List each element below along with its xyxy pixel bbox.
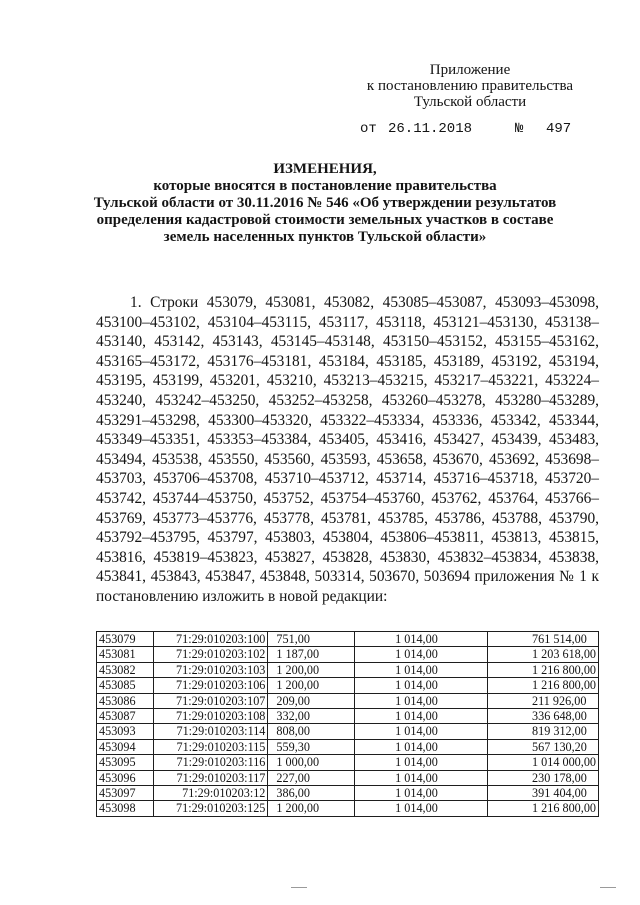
specific-value-cell: 1 014,00 (355, 786, 488, 801)
cadastral-number-cell: 71:29:010203:116 (154, 755, 268, 770)
title-line: определения кадастровой стоимости земельных участков в составе (96, 212, 554, 228)
specific-value-cell: 1 014,00 (355, 678, 488, 693)
table-row (97, 632, 599, 647)
title-heading: ИЗМЕНЕНИЯ, (273, 161, 377, 177)
cadastral-table (96, 631, 599, 817)
table-row (97, 801, 599, 816)
cadastral-value-cell: 336 648,00 (488, 709, 599, 724)
row-code-cell: 453087 (97, 709, 154, 724)
area-cell: 1 000,00 (268, 755, 355, 770)
annex-region: Тульской области (413, 94, 527, 110)
cadastral-value-cell: 1 216 800,00 (488, 678, 599, 693)
title-line: Тульской области от 30.11.2016 № 546 «Об утверждении результатов (93, 195, 557, 211)
cadastral-value-cell: 230 178,00 (488, 770, 599, 785)
area-cell: 751,00 (268, 632, 355, 647)
area-cell: 227,00 (268, 770, 355, 785)
area-cell: 332,00 (268, 709, 355, 724)
title-line: которые вносятся в постановление правительства (153, 178, 497, 194)
decree-date: 26.11.2018 (388, 121, 473, 137)
area-cell: 1 200,00 (268, 678, 355, 693)
cadastral-number-cell: 71:29:010203:114 (154, 724, 268, 739)
specific-value-cell: 1 014,00 (355, 770, 488, 785)
cadastral-number-cell: 71:29:010203:106 (154, 678, 268, 693)
row-code-cell: 453081 (97, 647, 154, 662)
table-row (97, 678, 599, 693)
area-cell: 1 187,00 (268, 647, 355, 662)
annex-reference: к постановлению правительства (366, 78, 574, 94)
cadastral-value-cell: 1 203 618,00 (488, 647, 599, 662)
cadastral-number-cell: 71:29:010203:115 (154, 739, 268, 754)
document-title (60, 161, 590, 246)
specific-value-cell: 1 014,00 (355, 739, 488, 754)
page-footer-mark (600, 887, 616, 888)
row-code-cell: 453095 (97, 755, 154, 770)
row-code-cell: 453097 (97, 786, 154, 801)
cadastral-number-cell: 71:29:010203:108 (154, 709, 268, 724)
table-row (97, 770, 599, 785)
specific-value-cell: 1 014,00 (355, 662, 488, 677)
row-code-cell: 453086 (97, 693, 154, 708)
decree-from-label: от (360, 121, 377, 137)
table-row (97, 724, 599, 739)
table-row (97, 786, 599, 801)
cadastral-value-cell: 1 216 800,00 (488, 801, 599, 816)
area-cell: 1 200,00 (268, 801, 355, 816)
area-cell: 808,00 (268, 724, 355, 739)
specific-value-cell: 1 014,00 (355, 755, 488, 770)
specific-value-cell: 1 014,00 (355, 801, 488, 816)
cadastral-value-cell: 211 926,00 (488, 693, 599, 708)
cadastral-number-cell: 71:29:010203:100 (154, 632, 268, 647)
row-code-cell: 453085 (97, 678, 154, 693)
area-cell: 209,00 (268, 693, 355, 708)
table-body (97, 632, 599, 817)
specific-value-cell: 1 014,00 (355, 724, 488, 739)
title-line: земель населенных пунктов Тульской области» (163, 229, 487, 245)
annex-label: Приложение (429, 62, 511, 78)
table-row (97, 693, 599, 708)
cadastral-value-cell: 819 312,00 (488, 724, 599, 739)
cadastral-number-cell: 71:29:010203:117 (154, 770, 268, 785)
area-cell: 1 200,00 (268, 662, 355, 677)
cadastral-number-cell: 71:29:010203:102 (154, 647, 268, 662)
specific-value-cell: 1 014,00 (355, 647, 488, 662)
row-code-cell: 453096 (97, 770, 154, 785)
cadastral-value-cell: 1 216 800,00 (488, 662, 599, 677)
cadastral-value-cell: 391 404,00 (488, 786, 599, 801)
table-row (97, 647, 599, 662)
cadastral-number-cell: 71:29:010203:12 (154, 786, 268, 801)
row-code-cell: 453094 (97, 739, 154, 754)
row-code-cell: 453093 (97, 724, 154, 739)
table-row (97, 709, 599, 724)
body-paragraph: 1. Строки 453079, 453081, 453082, 453085–453087, 453093–453098, 453100–453102, 453104–453115, 453117, 453118, 453121–453130, 453138–453140, 453142, 453143, 453145–453148, 453150–453152, 453155–453162, 453165–453172, 453176–453181, 453184, 453185, 453189, 453192, 453194, 453195, 453199, 453201, 453210, 453213–453215, 453217–453221, 453224–453240, 453242–453250, 453252–453258, 453260–453278, 453280–453289, 453291–453298, 453300–453320, 453322–453334, 453336, 453342, 453344, 453349–453351, 453353–453384, 453405, 453416, 453427, 453439, 453483, 453494, 453538, 453550, 453560, 453593, 453658, 453670, 453692, 453698–453703, 453706–453708, 453710–453712, 453714, 453716–453718, 453720–453742, 453744–453750, 453752, 453754–453760, 453762, 453764, 453766–453769, 453773–453776, 453778, 453781, 453785, 453786, 453788, 453790, 453792–453795, 453797, 453803, 453804, 453806–453811, 453813, 453815, 453816, 453819–453823, 453827, 453828, 453830, 453832–453834, 453838, 453841, 453843, 453847, 453848, 503314, 503670, 503694 приложения № 1 к постановлению изложить в новой редакции: (96, 294, 599, 605)
table-row (97, 739, 599, 754)
cadastral-number-cell: 71:29:010203:107 (154, 693, 268, 708)
cadastral-value-cell: 567 130,20 (488, 739, 599, 754)
area-cell: 559,30 (268, 739, 355, 754)
specific-value-cell: 1 014,00 (355, 709, 488, 724)
area-cell: 386,00 (268, 786, 355, 801)
page-footer-mark (291, 887, 307, 888)
annex-header (350, 62, 590, 110)
decree-number: 497 (546, 121, 572, 137)
specific-value-cell: 1 014,00 (355, 632, 488, 647)
row-code-cell: 453082 (97, 662, 154, 677)
cadastral-value-cell: 761 514,00 (488, 632, 599, 647)
cadastral-value-cell: 1 014 000,00 (488, 755, 599, 770)
cadastral-number-cell: 71:29:010203:103 (154, 662, 268, 677)
decree-number-label: № (515, 121, 524, 137)
specific-value-cell: 1 014,00 (355, 693, 488, 708)
cadastral-number-cell: 71:29:010203:125 (154, 801, 268, 816)
table-row (97, 755, 599, 770)
row-code-cell: 453098 (97, 801, 154, 816)
table-row (97, 662, 599, 677)
row-code-cell: 453079 (97, 632, 154, 647)
